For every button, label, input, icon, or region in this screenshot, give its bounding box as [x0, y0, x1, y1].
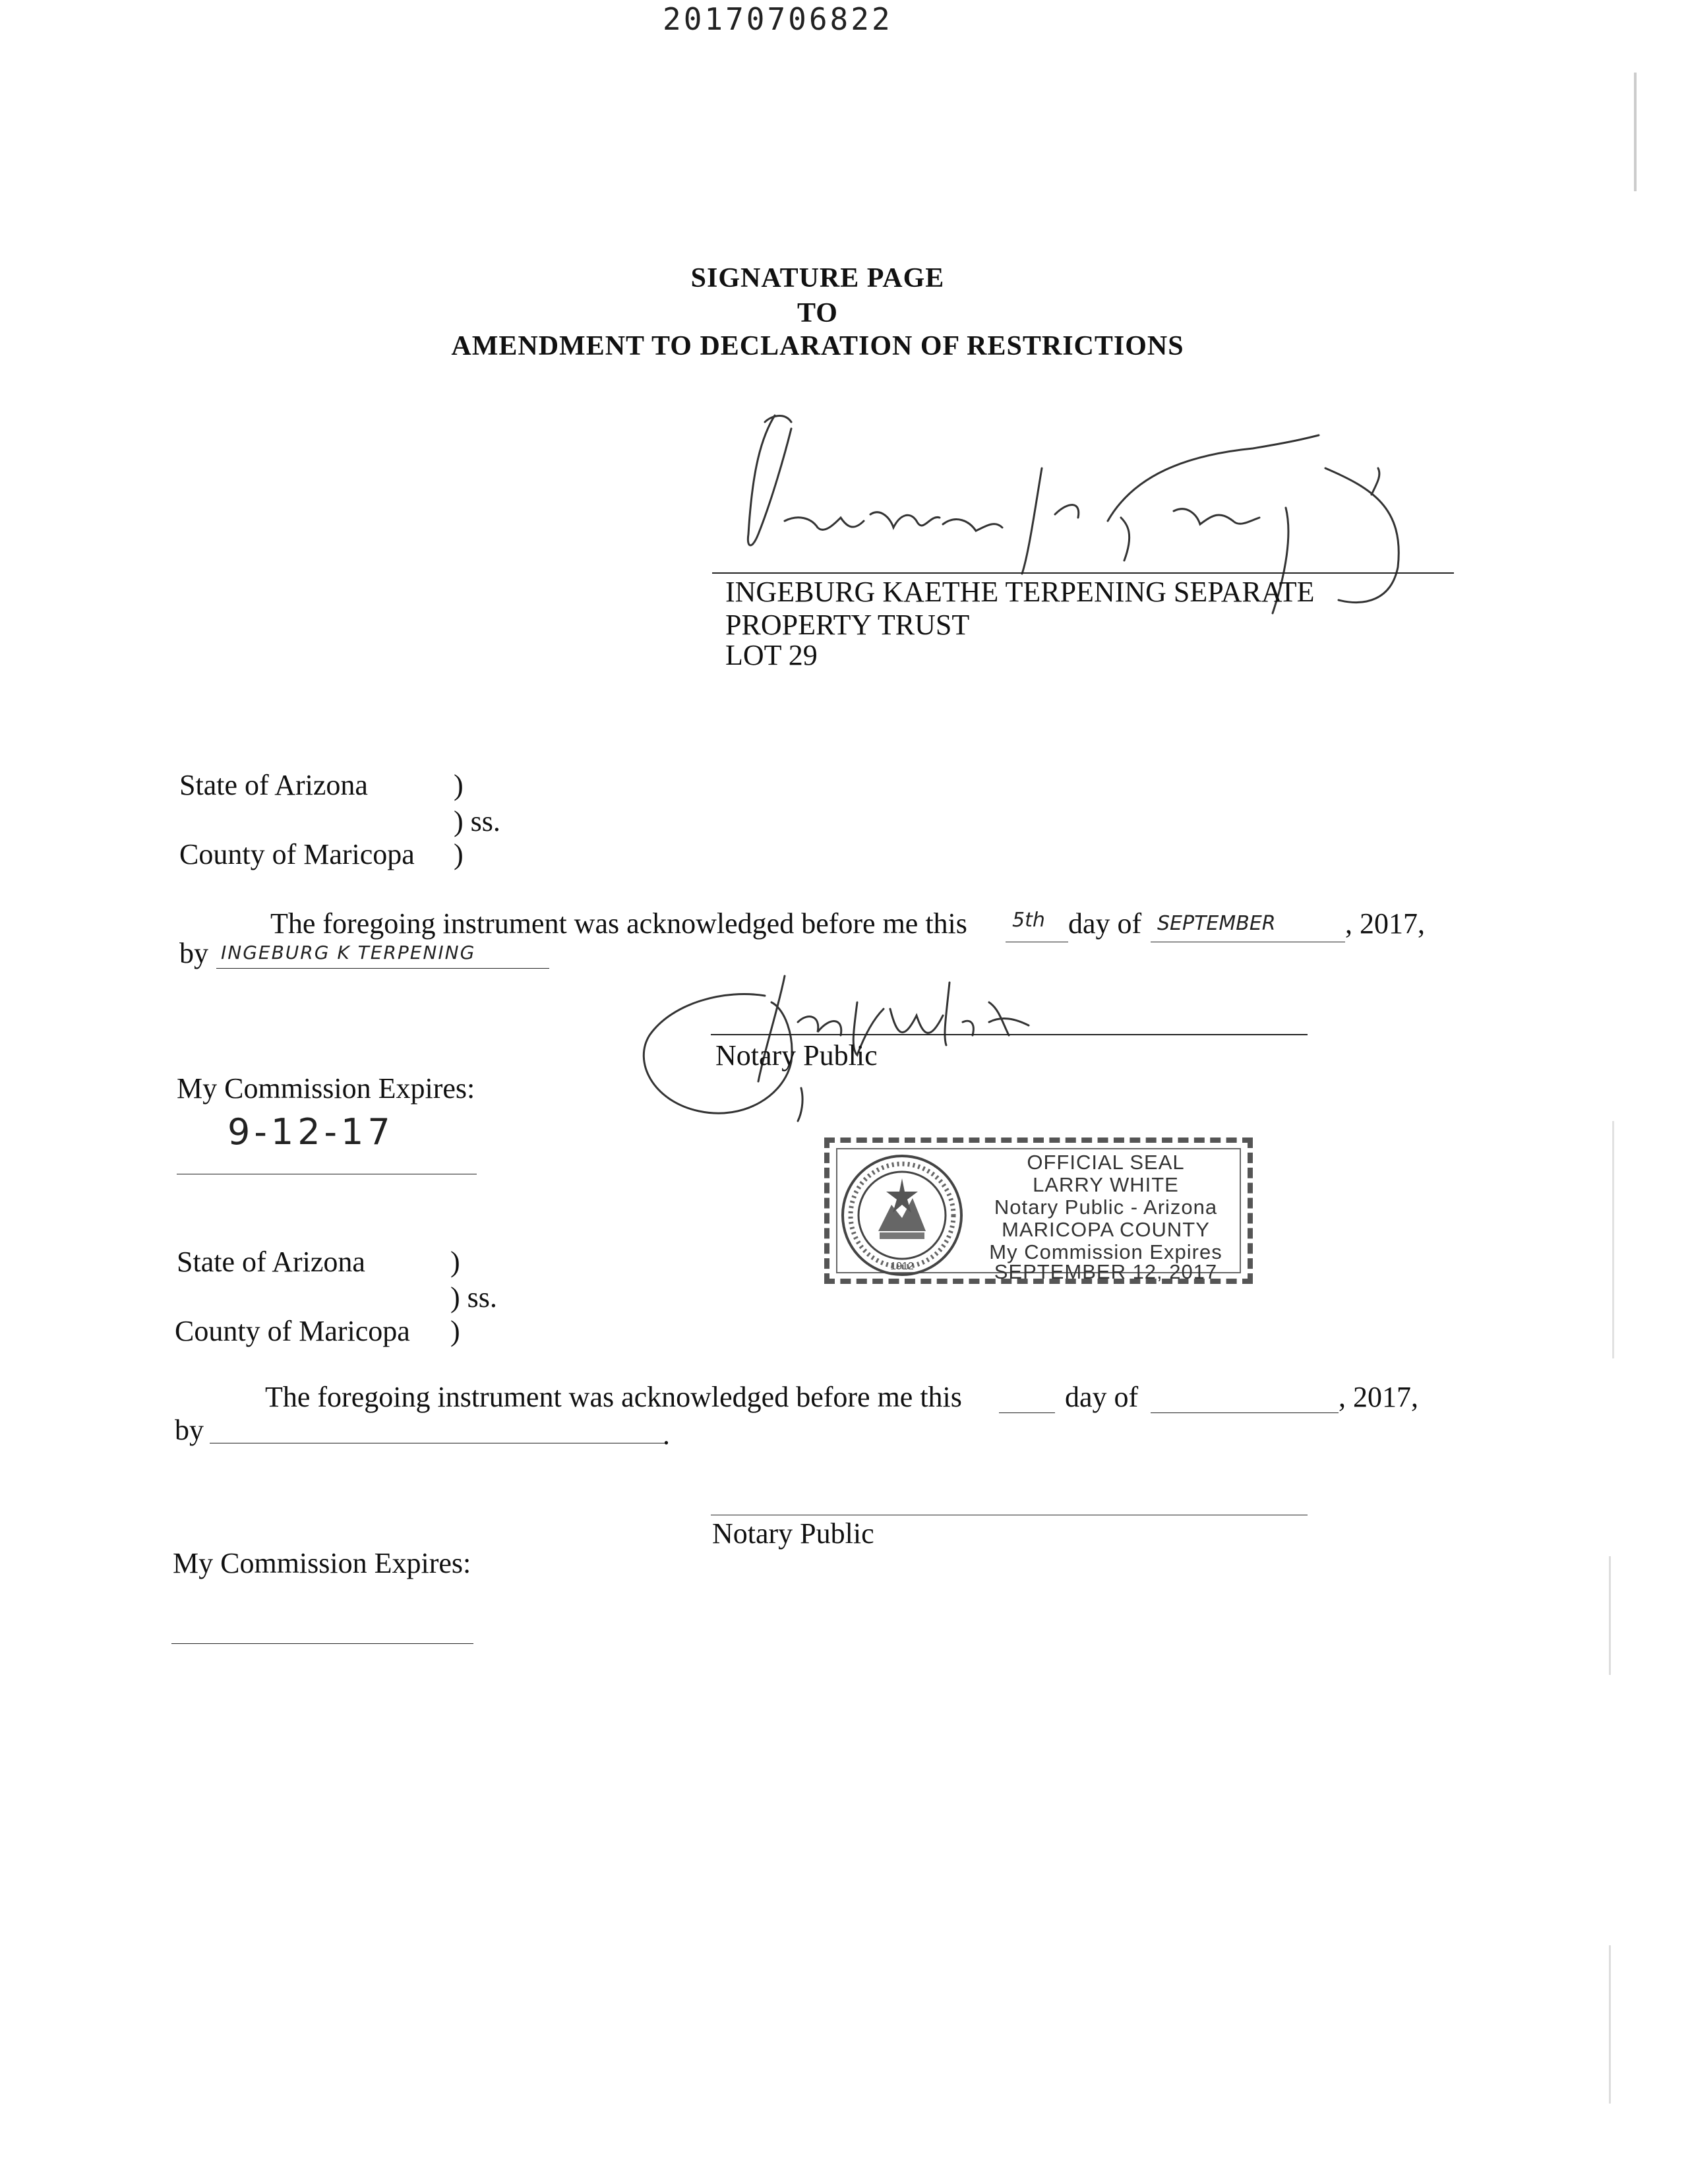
acknowledgment-text: The foregoing instrument was acknowledged before me this	[270, 907, 967, 940]
commission-date-line-2	[171, 1643, 473, 1644]
seal-official-seal: OFFICIAL SEAL	[1027, 1151, 1185, 1174]
page-title: SIGNATURE PAGE	[690, 263, 945, 293]
by-label-2: by	[175, 1414, 204, 1446]
seal-emblem-year: 1912	[890, 1261, 914, 1272]
ack-month-handwritten: SEPTEMBER	[1157, 912, 1276, 935]
page-subtitle: AMENDMENT TO DECLARATION OF RESTRICTIONS	[451, 331, 1184, 361]
by-name-line	[216, 968, 549, 969]
seal-notary-state: Notary Public - Arizona	[994, 1196, 1218, 1219]
commission-expires-label: My Commission Expires:	[177, 1072, 475, 1105]
scan-artifact	[1612, 1121, 1614, 1358]
signatory-lot: LOT 29	[725, 639, 818, 671]
by-name-handwritten: INGEBURG K TERPENING	[221, 942, 476, 963]
seal-commission-date: SEPTEMBER 12, 2017	[994, 1260, 1218, 1283]
scan-artifact	[1609, 1556, 1611, 1675]
ack-month-line-2	[1151, 1412, 1339, 1413]
venue-ss: ) ss.	[454, 805, 500, 837]
state-label: State of Arizona	[179, 769, 368, 801]
state-label-2: State of Arizona	[177, 1246, 365, 1278]
seal-commission-label: My Commission Expires	[989, 1240, 1222, 1263]
scan-artifact	[1609, 1945, 1611, 2104]
owner-signature-line	[712, 572, 1454, 574]
county-label: County of Maricopa	[179, 838, 415, 870]
notary-public-label-2: Notary Public	[712, 1517, 874, 1550]
venue-ss-2: ) ss.	[450, 1281, 497, 1314]
notary-signature-line	[711, 1034, 1308, 1035]
notary-public-label: Notary Public	[715, 1039, 878, 1072]
arizona-state-seal-emblem	[839, 1152, 965, 1279]
seal-notary-name: LARRY WHITE	[1033, 1173, 1179, 1196]
signatory-trust: PROPERTY TRUST	[725, 609, 970, 641]
ack-day-of: day of	[1068, 907, 1142, 940]
document-number: 20170706822	[663, 1, 893, 37]
scan-artifact	[1634, 73, 1637, 191]
venue-paren-2: )	[450, 1246, 460, 1278]
ack-year-2: , 2017,	[1339, 1381, 1418, 1413]
ack-year: , 2017,	[1345, 907, 1425, 940]
ack-day-handwritten: 5th	[1012, 909, 1045, 932]
by-label: by	[179, 937, 208, 969]
venue-paren: )	[454, 769, 464, 801]
page-title-to: TO	[797, 298, 838, 328]
venue-paren-2: )	[450, 1315, 460, 1347]
commission-expires-label-2: My Commission Expires:	[173, 1547, 471, 1579]
acknowledgment-text-2: The foregoing instrument was acknowledged before me this	[265, 1381, 962, 1413]
seal-county: MARICOPA COUNTY	[1002, 1218, 1210, 1241]
by-end-period: .	[663, 1418, 670, 1451]
signatory-name: INGEBURG KAETHE TERPENING SEPARATE	[725, 576, 1315, 608]
ack-day-of-2: day of	[1065, 1381, 1139, 1413]
county-label-2: County of Maricopa	[175, 1315, 410, 1347]
venue-paren: )	[454, 838, 464, 870]
notary-seal-stamp	[824, 1138, 1253, 1284]
commission-date-handwritten: 9-12-17	[227, 1111, 394, 1153]
ack-day-line-2	[999, 1412, 1055, 1413]
